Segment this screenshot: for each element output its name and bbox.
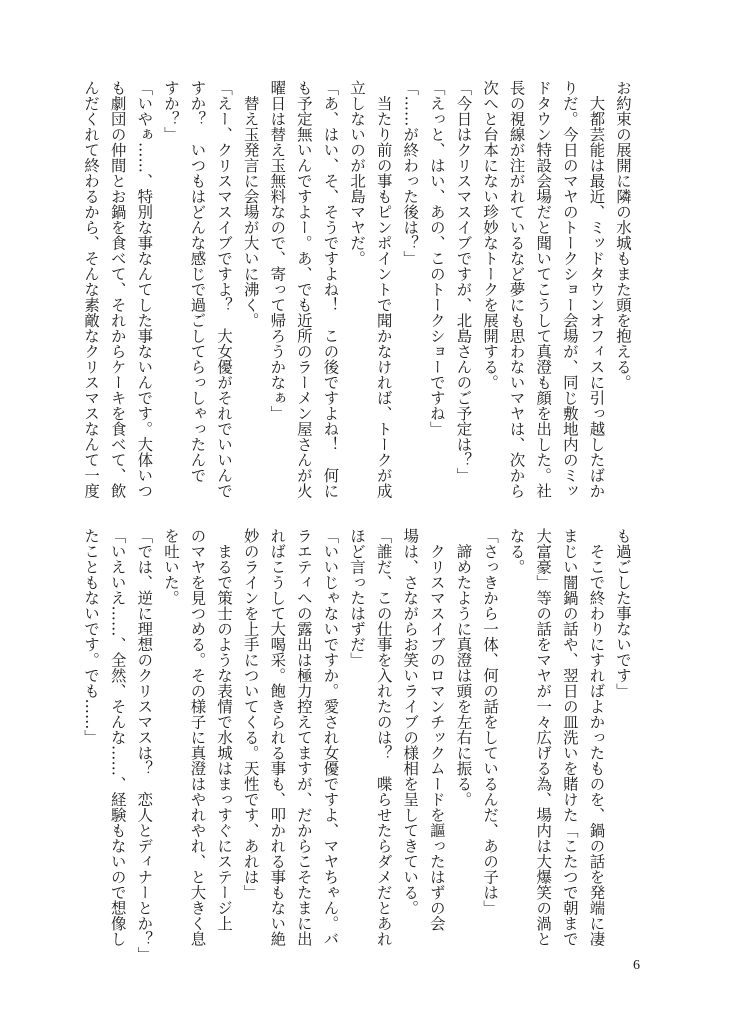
text-line: 「今日はクリスマスイブですが、北島さんのご予定は？」 bbox=[454, 80, 473, 483]
text-line: 立しないのが北島マヤだ。 bbox=[348, 80, 367, 266]
text-line: のマヤを見つめる。その様子に真澄はやれやれ、と大きく息 bbox=[188, 528, 207, 947]
text-line: 大富豪」等の話をマヤが一々広げる為、場内は大爆笑の渦と bbox=[534, 528, 553, 947]
text-line: まるで策士のような表情で水城はまっすぐにステージ上 bbox=[215, 528, 234, 931]
text-line: 妙のラインを上手についてくる。天性です、あれは」 bbox=[241, 528, 260, 900]
text-line: 「いやぁ……、特別な事なんてした事ないんです。大体いつ bbox=[135, 80, 154, 499]
text-line: 諦めたように真澄は頭を左右に振る。 bbox=[454, 528, 473, 807]
text-line: お約束の展開に隣の水城もまた頭を抱える。 bbox=[614, 80, 632, 390]
text-line: ドタウン特設会場だと聞いてこうして真澄も顔を出した。社 bbox=[534, 80, 553, 499]
text-line: 「あ、はい、そ、そうですよね！ この後ですよね！ 何に bbox=[321, 80, 340, 499]
text-line: 「いいじゃないですか。愛され女優ですよ、マヤちゃん。バ bbox=[321, 528, 340, 947]
text-line: 大都芸能は最近、ミッドタウンオフィスに引っ越したばか bbox=[587, 80, 606, 499]
text-line: すか？ いつもはどんな感じで過ごしてらっしゃったんで bbox=[188, 80, 207, 483]
text-line: 当たり前の事もピンポイントで聞かなければ、トークが成 bbox=[374, 80, 393, 499]
text-line: 替え玉発言に会場が大いに沸く。 bbox=[241, 80, 260, 328]
text-line: も劇団の仲間とお鍋を食べて、それからケーキを食べて、飲 bbox=[108, 80, 127, 499]
text-line: そこで終わりにすればよかったものを、鍋の話を発端に凄 bbox=[587, 528, 606, 947]
text-line: んだくれて終わるから、そんな素敵なクリスマスなんて一度 bbox=[82, 80, 101, 499]
text-line: まじい闇鍋の話や、翌日の皿洗いを賭けた「こたつで朝まで bbox=[560, 528, 579, 947]
text-line: 「えー、クリスマスイブですよ？ 大女優がそれでいいんで bbox=[215, 80, 234, 499]
text-line: りだ。今日のマヤのトークショー会場が、同じ敷地内のミッ bbox=[560, 80, 579, 499]
text-line: クリスマスイブのロマンチックムードを謳ったはずの会 bbox=[427, 528, 446, 931]
text-line: 「えっと、はい、あの、このトークショーですね」 bbox=[427, 80, 446, 437]
text-line: 長の視線が注がれているなど夢にも思わないマヤは、次から bbox=[507, 80, 526, 499]
text-line: も予定無いんですよー。あ、でも近所のラーメン屋さんが火 bbox=[294, 80, 313, 499]
text-line: 「誰だ、この仕事を入れたのは？ 喋らせたらダメだとあれ bbox=[374, 528, 393, 947]
lower-text-block bbox=[51, 528, 636, 962]
text-line: なる。 bbox=[507, 528, 526, 575]
text-line: 曜日は替え玉無料なので、寄って帰ろうかなぁ」 bbox=[268, 80, 287, 421]
text-line: ればこうして大喝采。飽きられる事も、叩かれる事もない絶 bbox=[268, 528, 287, 947]
text-line: ほど言ったはずだ」 bbox=[348, 528, 367, 668]
text-line: ラエティへの露出は極力控えてますが、だからこそたまに出 bbox=[294, 528, 313, 947]
text-line: 場は、さながらお笑いライブの様相を呈してきている。 bbox=[401, 528, 420, 916]
page-number: 6 bbox=[633, 958, 640, 973]
text-line: たこともないです。でも……」 bbox=[82, 528, 101, 745]
text-line: 「では、逆に理想のクリスマスは？ 恋人とディナーとか？」 bbox=[135, 528, 154, 962]
text-line: も過ごした事ないです」 bbox=[614, 528, 632, 699]
upper-text-block bbox=[51, 80, 636, 500]
text-line: 「……が終わった後は？」 bbox=[401, 80, 420, 266]
text-line: 次へと台本にない珍妙なトークを展開する。 bbox=[481, 80, 500, 390]
text-line: 「いえいえ……、全然、そんな……、経験もないので想像し bbox=[108, 528, 127, 947]
text-line: すか？」 bbox=[161, 80, 180, 142]
text-line: を吐いた。 bbox=[161, 528, 180, 606]
text-line: 「さっきから一体、何の話をしているんだ、あの子は」 bbox=[481, 528, 500, 916]
